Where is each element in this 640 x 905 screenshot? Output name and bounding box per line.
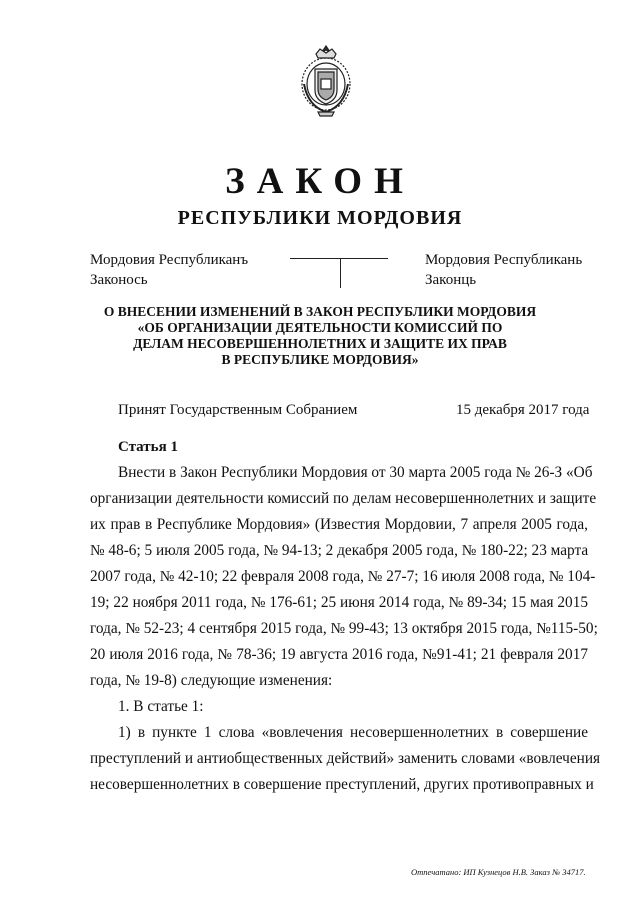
subpoint-line: 1) в пункте 1 слова «вовлечения несовершеннолетних в совершение xyxy=(118,724,588,741)
article-line: 20 июля 2016 года, № 78-36; 19 августа 2016 года, №91-41; 21 февраля 2017 xyxy=(90,646,588,663)
article-line: года, № 19-8) следующие изменения: xyxy=(90,672,333,689)
article-line: № 48-6; 5 июля 2005 года, № 94-13; 2 декабря 2005 года, № 180-22; 23 марта xyxy=(90,542,589,559)
law-heading xyxy=(80,304,560,368)
header-right-erzya xyxy=(425,250,582,290)
subpoint-line: несовершеннолетних в совершение преступлений, других противоправных и xyxy=(90,776,594,793)
header-divider-stem xyxy=(340,258,341,288)
law-heading-line: В РЕСПУБЛИКЕ МОРДОВИЯ» xyxy=(221,352,419,367)
article-line: года, № 52-23; 4 сентября 2015 года, № 99-43; 13 октября 2015 года, №115-50; xyxy=(90,620,598,637)
adoption-date: 15 декабря 2017 года xyxy=(456,402,590,418)
law-heading-line: «ОБ ОРГАНИЗАЦИИ ДЕЯТЕЛЬНОСТИ КОМИССИЙ ПО xyxy=(137,320,503,335)
point-heading: 1. В статье 1: xyxy=(118,698,204,715)
law-heading-line: ДЕЛАМ НЕСОВЕРШЕННОЛЕТНИХ И ЗАЩИТЕ ИХ ПРАВ xyxy=(133,336,507,351)
header-left-line: Законось xyxy=(90,272,148,288)
adopted-by: Принят Государственным Собранием xyxy=(118,402,358,418)
header-left-moksha xyxy=(90,250,248,290)
article-heading: Статья 1 xyxy=(118,439,178,455)
article-line: 19; 22 ноября 2011 года, № 176-61; 25 июня 2014 года, № 89-34; 15 мая 2015 xyxy=(90,594,588,611)
coat-of-arms-emblem xyxy=(298,44,354,118)
law-heading-line: О ВНЕСЕНИИ ИЗМЕНЕНИЙ В ЗАКОН РЕСПУБЛИКИ МОРДОВИЯ xyxy=(103,304,537,319)
article-line: организации деятельности комиссий по делам несовершеннолетних и защите xyxy=(90,490,597,507)
article-line: Внести в Закон Республики Мордовия от 30 марта 2005 года № 26-З «Об xyxy=(118,464,593,481)
header-divider-line xyxy=(290,258,388,259)
article-line: 2007 года, № 42-10; 22 февраля 2008 года, № 27-7; 16 июля 2008 года, № 104- xyxy=(90,568,596,585)
law-subtitle: РЕСПУБЛИКИ МОРДОВИЯ xyxy=(177,207,463,229)
article-line: их прав в Республике Мордовия» (Известия Мордовии, 7 апреля 2005 года, xyxy=(90,516,588,533)
subpoint-line: преступлений и антиобщественных действий» заменить словами «вовлечения xyxy=(90,750,601,767)
header-right-line: Законць xyxy=(425,272,477,288)
printer-note: Отпечатано: ИП Кузнецов Н.В. Заказ № 34717. xyxy=(411,867,586,877)
law-title: ЗАКОН xyxy=(225,161,415,202)
header-right-line: Мордовия Республикань xyxy=(425,252,583,268)
header-left-line: Мордовия Республиканъ xyxy=(90,252,249,268)
